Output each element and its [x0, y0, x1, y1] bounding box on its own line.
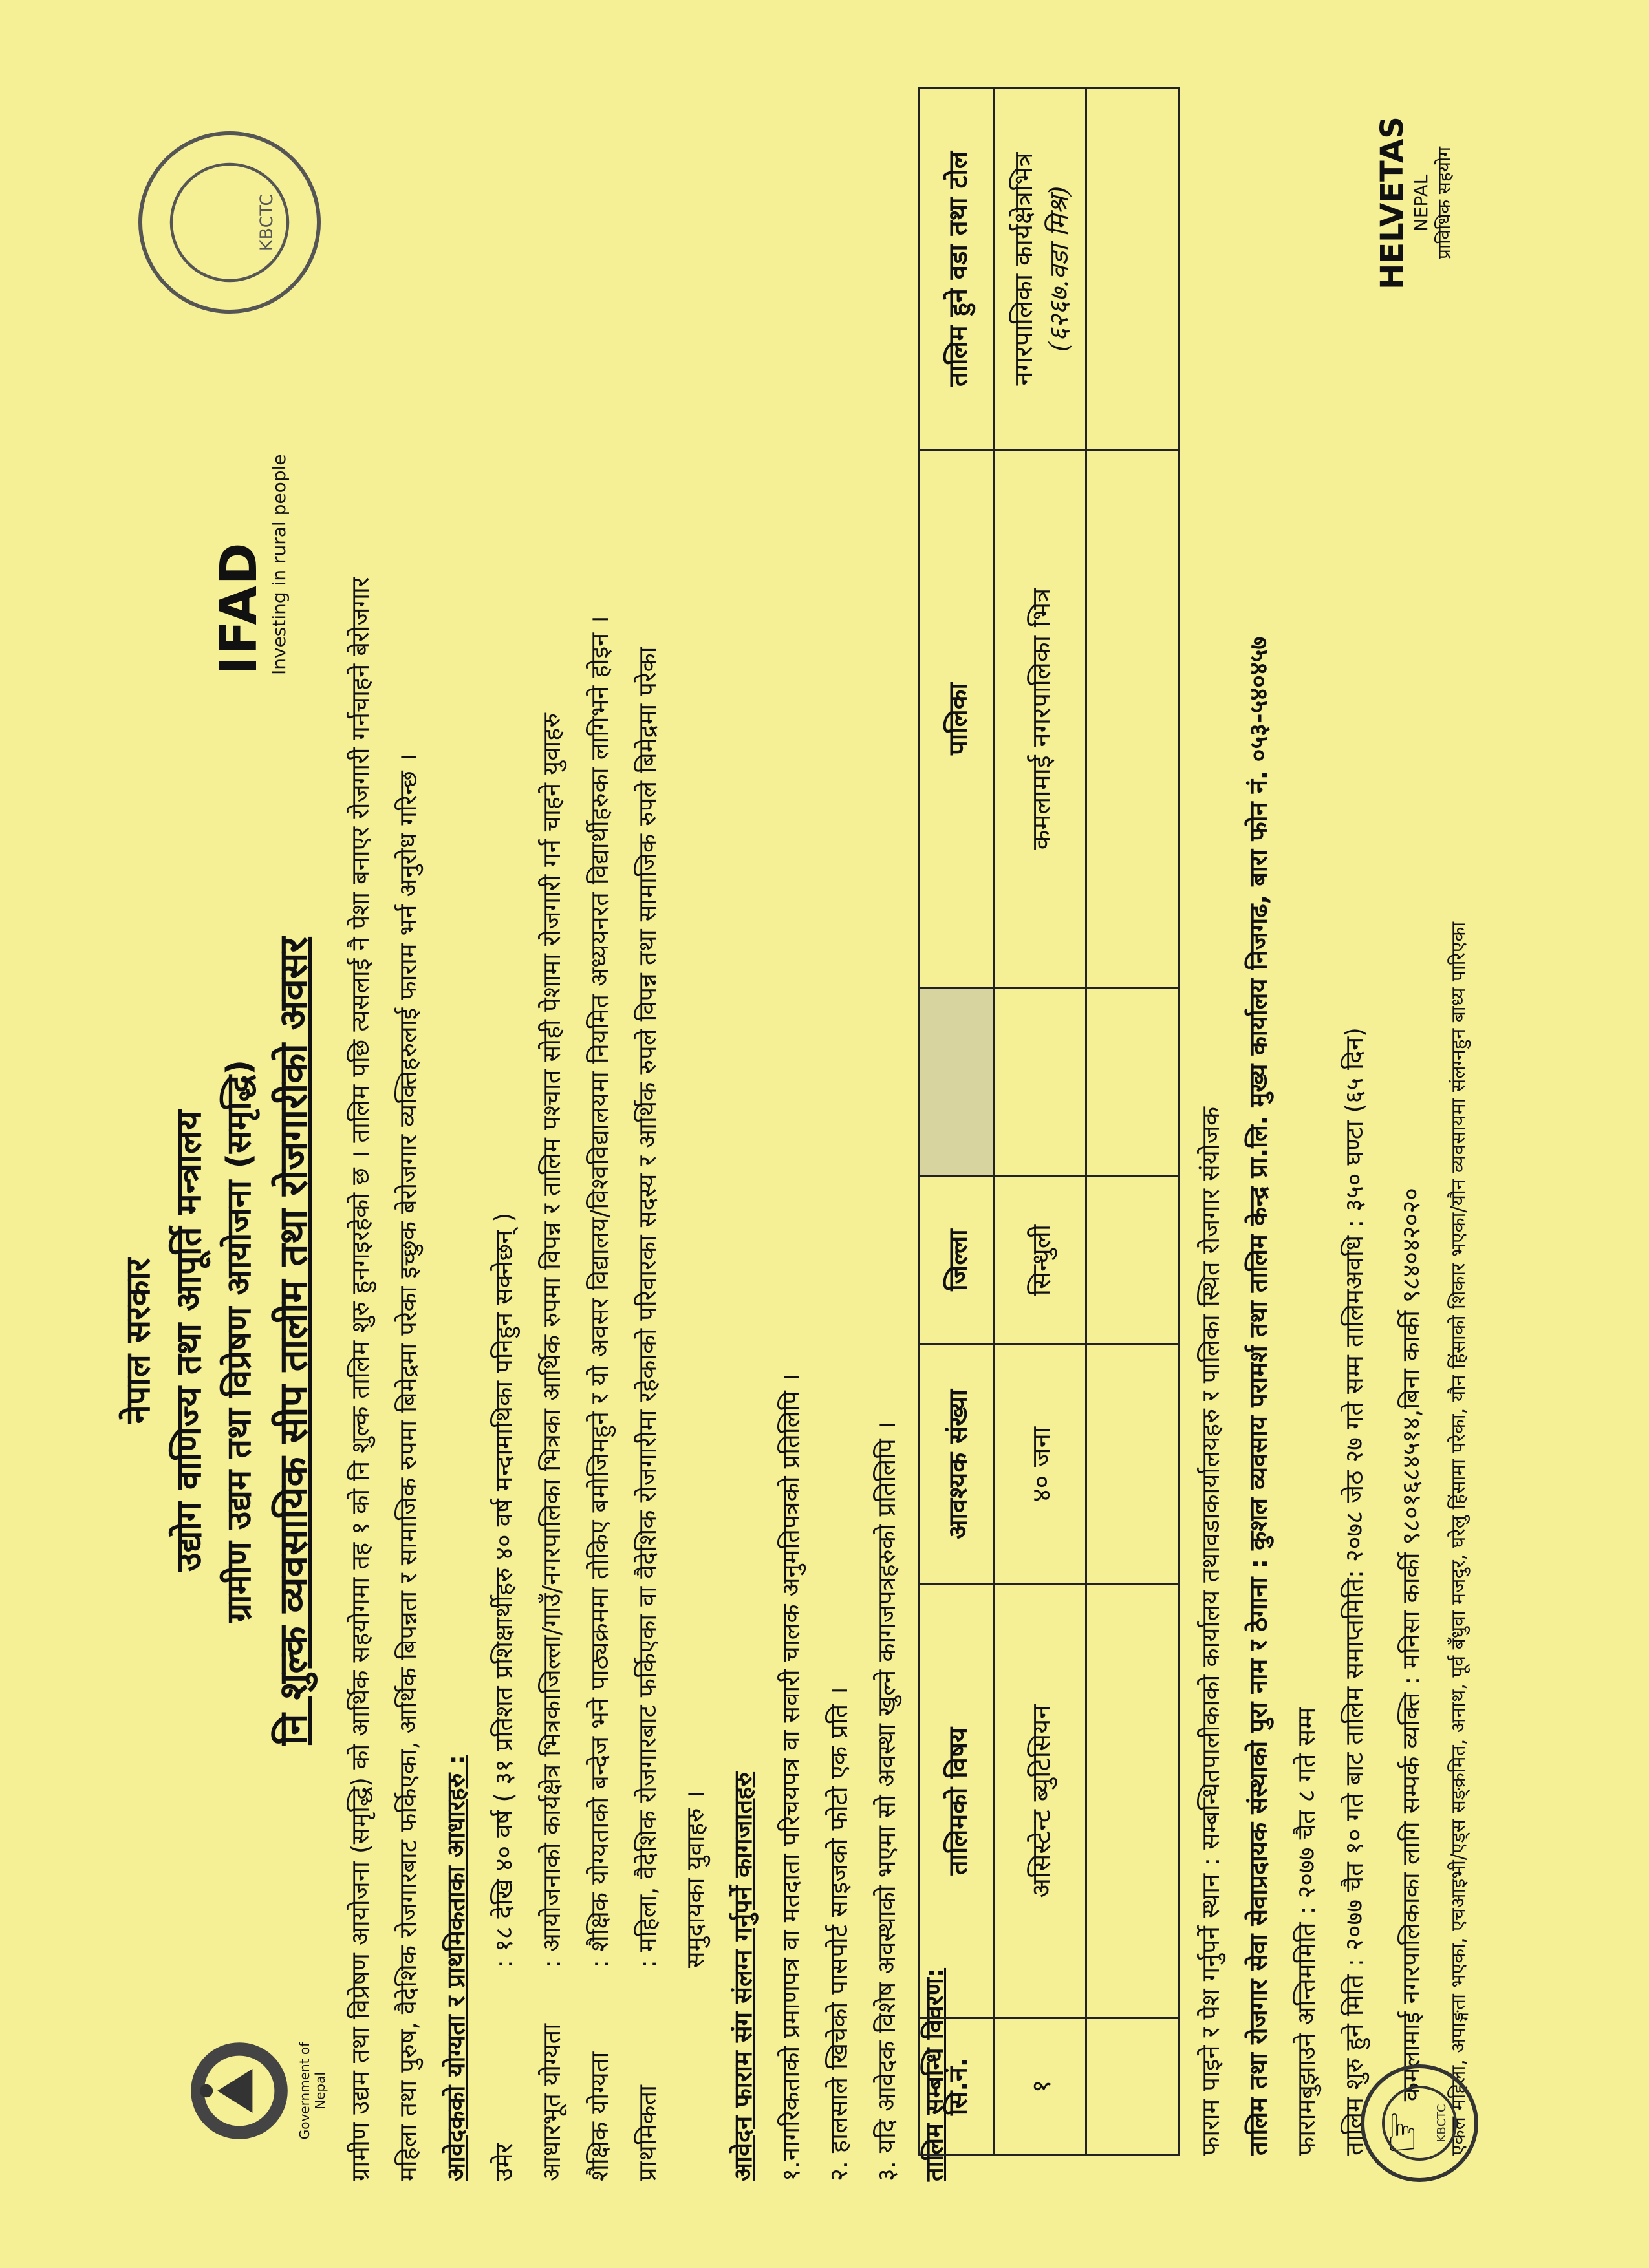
qualification-row: समुदायका युवाहरु ।: [681, 1791, 709, 1968]
cell-count: ४० जना: [994, 1345, 1086, 1585]
ward-text: नगरपालिका कार्यक्षेत्रभित्र: [1009, 152, 1039, 386]
col-header: तालिमको विषय: [920, 1585, 994, 2018]
svg-text:KBCTC: KBCTC: [1435, 2104, 1449, 2143]
table-header-row: [920, 88, 994, 2155]
cell-sn: [1086, 2018, 1179, 2155]
notice-footer: [1187, 100, 1483, 2156]
training-heading: तालिम सम्बन्धि विवरण:: [920, 1967, 949, 2181]
cell-subject: असिस्टेन्ट ब्युटिसियन: [994, 1585, 1086, 2018]
cell-palika: [1086, 451, 1179, 988]
cell-count: [1086, 1345, 1179, 1585]
cell-blank: [1086, 988, 1179, 1176]
document-item: ३. यदि आवेदक विशेष अवस्थाको भएमा सो अवस्था खुल्ने कागजपत्रहरुको प्रतिलिपि ।: [872, 1421, 901, 2181]
footer-line: फाराम पाइने र पेश गर्नुपर्ने स्थान : सम्बन्धितपालीकाको कार्यालय तथावडाकार्यालयहरु र पालिका स्थित रोजगार संयोजक: [1196, 1106, 1225, 2156]
ifad-mark: IFAD: [210, 541, 268, 675]
table-row: [994, 88, 1086, 2155]
cell-subject: [1086, 1585, 1179, 2018]
helvetas-country: NEPAL: [1410, 174, 1432, 232]
notice-title: नि शुल्क व्यवसायिक सीप तालीम तथा रोजगारीको अवसर: [271, 936, 316, 1746]
footer-line: फारामबुझाउने अन्तिममिति : २०७७ चैत ८ गते सम्म: [1292, 1707, 1320, 2156]
training-table: [918, 87, 1180, 2156]
col-header: तालिम हुने वडा तथा टोल: [920, 88, 994, 451]
cell-palika: कमलामाई नगरपालिका भित्र: [994, 451, 1086, 988]
ifad-logo: [210, 390, 320, 675]
col-header: आवश्यक संख्या: [920, 1345, 994, 1585]
footer-line: तालिम शुरु हुने मिति : २०७७ चैत १० गते बाट तालिम समाप्तमिति: २०७८ जेठ २७ गते सम्म तालिमअवधि : ३५० घण्टा (६५ दिन): [1340, 1027, 1368, 2156]
footer-line: ☞ कमलामाई नगरपालिकाका लागि सम्पर्क व्यक्ति : मनिसा कार्की ९८०१६८४५१४,बिना कार्की ९८४०४२०२०: [1372, 1188, 1432, 2156]
qualification-row: प्राथमिकता : महिला, वैदेशिक रोजगारबाट फर्किएका वा वैदेशिक रोजगारीमा रहेकाको परिवारका सदस्य र आर्थिक रुपले विपन्न तथा सामाजिक रुपले बिमेद्रमा परेका: [633, 647, 662, 2181]
qualification-row: उमेर : १८ देखि ४० वर्ष ( ३१ प्रतिशत प्रशिक्षार्थीहरु ४० वर्ष मन्दामाथिका पनिहुन सक्नेछन् ): [490, 1212, 518, 2181]
cell-sn: १: [994, 2018, 1086, 2155]
pointing-hand-icon: ☞: [1372, 2109, 1432, 2156]
nepal-emblem: [184, 2026, 333, 2156]
helvetas-role: प्राविधिक सहयोग: [1434, 147, 1455, 259]
kbctc-seal-top: [133, 125, 327, 319]
notice-body: [336, 74, 958, 2181]
cell-ward: [1086, 88, 1179, 451]
svg-text:KBCTC: KBCTC: [257, 193, 277, 251]
qualification-row: शैक्षिक योग्यता : शैक्षिक योग्यताको बन्देज भने पाठ्यक्रममा तोकिए बमोजिमहुने र यो अवसर विद्यालय/विश्वविद्यालयमा नियमित अध्ययनरत विद्यार्थीहरुका लागिभने होइन ।: [585, 615, 614, 2181]
cell-district: [1086, 1176, 1179, 1345]
footer-line: तालिम तथा रोजगार सेवा सेवाप्रदायक संस्थाको पुरा नाम र ठेगाना : कुशल व्यवसाय परामर्श तथा तालिम केन्द्र प्रा.लि. मुख्य कार्यालय निजगढ, बारा फोन नं. ०५३-५४०४५७: [1244, 636, 1273, 2156]
col-header: सि.नं.: [920, 2018, 994, 2155]
helvetas-name: HELVETAS: [1374, 116, 1410, 290]
stamp-icon: [133, 125, 327, 319]
cell-ward: [994, 88, 1086, 451]
document-item: २. हालसाले खिचेको पासपोर्ट साइजको फोटो एक प्रति ।: [824, 1687, 853, 2181]
col-header: [920, 988, 994, 1176]
notice-header: [113, 727, 323, 1955]
col-header: जिल्ला: [920, 1176, 994, 1345]
emblem-icon: [184, 2036, 294, 2146]
emblem-caption: Government of Nepal: [297, 2042, 328, 2140]
qualification-heading: आवेदकको योग्यता र प्राथमिकताका आधारहरु :: [442, 1755, 470, 2181]
ifad-tagline: Investing in rural people: [268, 454, 290, 675]
kbctc-seal-bottom: [1355, 2059, 1484, 2188]
table-row: [1086, 88, 1179, 2155]
footer-line: एकल महिला, अपाङ्गता भएका, एचआइभी/एड्स सङ्क्रमित, अनाथ, पूर्व बँधुवा मजदुर, घरेलु हिंसामा परेका, यौन हिंसाको शिकार भएका/यौन व्यवसायमा संलग्नहुन बाध्य पारिएका: [1447, 921, 1470, 2156]
stamp-icon: [1355, 2059, 1484, 2188]
header-line-2: उद्योग वाणिज्य तथा आपूर्ति मन्त्रालय: [168, 1110, 209, 1572]
intro-line-1: ग्रामीण उद्यम तथा विप्रेषण आयोजना (समृद्धि) को आर्थिक सहयोगमा तह १ को नि शुल्क तालिम शुरु हुनगइरहेको छ । तालिम पछि त्यसलाई नै पेशा बनाएर रोजगारी गर्नचाहने बेरोजगार: [346, 577, 374, 2181]
rotated-notice: [94, 48, 1555, 2220]
col-header: पालिका: [920, 451, 994, 988]
header-line-3: ग्रामीण उद्यम तथा विप्रेषण आयोजना (समृद्धि): [220, 1059, 259, 1623]
ward-handwritten: (६२६७.वडा मिश्र): [1044, 186, 1074, 352]
intro-line-2: महिला तथा पुरुष, वैदेशिक रोजगारबाट फर्किएका, आर्थिक बिपन्नता र सामाजिक रुपमा बिमेद्रमा परेका इच्छुक बेरोजगार व्यक्तिहरुलाई फाराम भर्न अनुरोध गरिन्छ ।: [394, 753, 422, 2181]
header-line-1: नेपाल सरकार: [119, 1257, 158, 1424]
cell-blank: [994, 988, 1086, 1176]
qualification-row: आधारभूत योग्यता : आयोजनाको कार्यक्षेत्र भित्रकाजिल्ला/गाउँ/नगरपालिका भित्रका आर्थिक रुपमा विपन्न र तालिम पश्चात सोही पेशामा रोजगारी गर्न चाहने युवाहरु: [537, 712, 566, 2181]
documents-heading: आवेदन फाराम संग संलग्न गर्नुपर्ने कागजातहरु: [729, 1771, 757, 2181]
document-item: १.नागरिकताको प्रमाणपत्र वा मतदाता परिचयपत्र वा सवारी चालक अनुमतिपत्रको प्रतिलिपि ।: [777, 1373, 805, 2181]
cell-district: सिन्धुली: [994, 1176, 1086, 1345]
helvetas-logo: [1374, 100, 1456, 306]
